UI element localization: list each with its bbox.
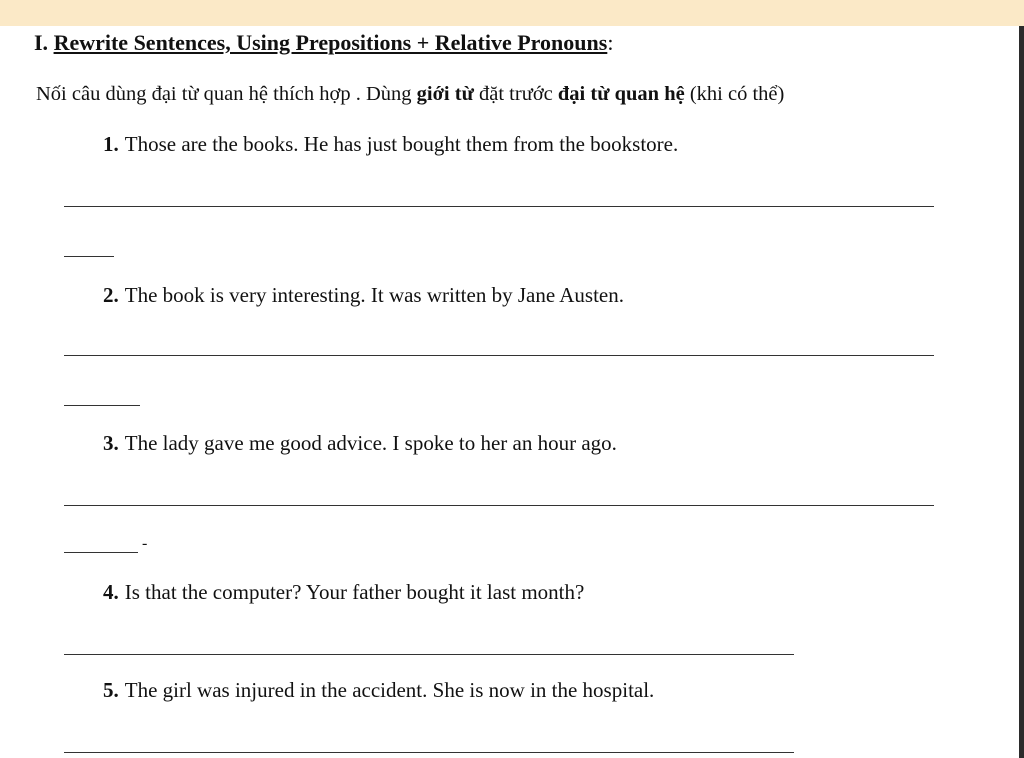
question-text: The book is very interesting. It was written by Jane Austen. [124, 283, 624, 307]
question-4 [103, 580, 584, 605]
answer-line-3a[interactable] [64, 505, 934, 506]
instruction-part-2: đặt trước [473, 83, 558, 105]
instruction-bold-1: giới từ [416, 83, 474, 105]
heading-suffix: : [607, 30, 614, 55]
question-number: 1. [103, 132, 119, 156]
heading-title: Rewrite Sentences, Using Prepositions + Relative Pronouns [53, 30, 608, 55]
answer-line-1a[interactable] [64, 206, 934, 207]
question-1 [103, 132, 678, 157]
question-number: 2. [103, 283, 119, 307]
answer-line-1b[interactable] [64, 256, 114, 257]
instruction-part-3: (khi có thể) [684, 83, 785, 105]
question-number: 5. [103, 678, 119, 702]
answer-line-2a[interactable] [64, 355, 934, 356]
question-text: The girl was injured in the accident. She is now in the hospital. [124, 678, 655, 702]
question-number: 3. [103, 431, 119, 455]
question-text: Is that the computer? Your father bought it last month? [124, 580, 585, 604]
answer-line-3b[interactable] [64, 552, 138, 553]
question-2 [103, 283, 624, 308]
instruction-part-1: Nối câu dùng đại từ quan hệ thích hợp . Dùng [36, 83, 417, 105]
question-5 [103, 678, 654, 703]
question-text: Those are the books. He has just bought them from the bookstore. [124, 132, 679, 156]
question-text: The lady gave me good advice. I spoke to her an hour ago. [124, 431, 617, 455]
heading-prefix: I. [34, 30, 54, 55]
instruction-text [36, 83, 784, 106]
answer-line-5[interactable] [64, 752, 794, 753]
top-band [0, 0, 1024, 26]
stray-dash-mark: - [142, 535, 148, 552]
exercise-heading [34, 30, 613, 56]
question-3 [103, 431, 617, 456]
instruction-bold-2: đại từ quan hệ [557, 83, 685, 105]
answer-line-2b[interactable] [64, 405, 140, 406]
right-edge-border [1019, 26, 1024, 758]
answer-line-4[interactable] [64, 654, 794, 655]
question-number: 4. [103, 580, 119, 604]
